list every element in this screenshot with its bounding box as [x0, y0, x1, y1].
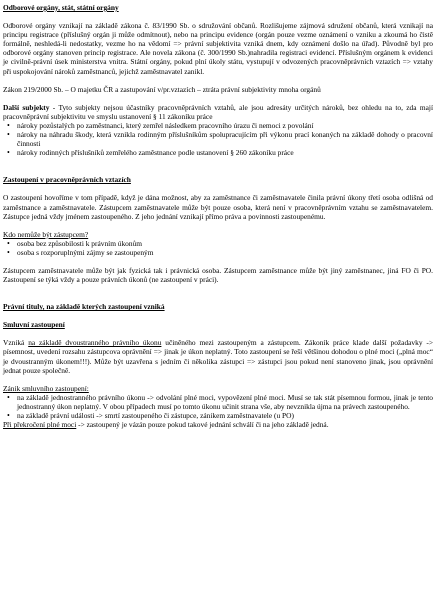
list-item: • nároky pozůstalých po zaměstnanci, který zemřel následkem pracovního úrazu či nemoci z povolání — [17, 121, 433, 130]
paragraph-zastoupeni: O zastoupení hovoříme v tom případě, když je dána možnost, aby za zaměstnance či zaměstnavatele činila právní úkony třetí osoba odlišná od zaměstnance a zaměstnavatele. Zástupcem zaměstnavatele může být pouze osoba, která není v pracovněprávním vztahu se zaměstnavatelem. Zástupce jedná vždy jménem zastoupeného. Z jeho jednání vznikají přímo práva a povinnosti zastoupenému. — [3, 193, 433, 221]
para5-post: učiněného mezi zastoupeným a zástupcem. Zákoník práce klade další požadavky -> písemnost, uvedení rozsahu zástupcova oprávnění => jinak je úkon neplatný. Toto zastoupení se řeší většinou dohodou o plné moci („plná moc“ je dvoustranným úkonem!!!). Může být uzavřena s jedním či několika zástupci => zástupci jsou pokud není stanoveno jinak, jsou oprávnění jednat pouze společně. — [3, 338, 433, 375]
list-item: • osoba bez způsobilosti k právním úkonům — [17, 239, 433, 248]
list-item: • nároky na náhradu škody, která vznikla rodinným příslušníkům spolupracujícím při výkonu prací konaných na základě dohody o pracovní činnosti — [17, 130, 433, 148]
paragraph-prekroceni — [3, 420, 433, 429]
dalsi-subjekty-text: - Tyto subjekty nejsou účastníky pracovněprávních vztahů, ale jsou adresáty určitých nároků, bez ohledu na to, zda mají pracovněprávní subjektivitu ve smyslu ustanovení § 11 zákoníku práce — [3, 102, 434, 121]
paragraph-zastupce: Zástupcem zaměstnavatele může být jak fyzická tak i právnická osoba. Zástupcem zaměstnance může být jiný zaměstnanec, jiná FO či PO. Zastoupení se týká vždy a pouze právních úkonů (ne zastoupení v práci). — [3, 265, 433, 285]
paragraph-smluvni-zastoupeni — [3, 338, 433, 374]
list-item: • na základě jednostranného právního úkonu -> odvolání plné moci, vypovězení plné moci. Musí se tak stát písemnou formou, jinak je tento jednostranný úkon neplatný. V obou případech musí po tomto úkonu učinit strana vše, aby nevznikla újma na právech zastoupeného. — [17, 393, 433, 411]
zanik-label: Zánik smluvního zastoupení: — [3, 383, 89, 393]
list-kdo-nemuze — [3, 239, 433, 257]
para6-post: -> zastoupený je vázán pouze pokud takové jednání schválí či na jeho základě jedná. — [76, 420, 329, 430]
para5-underlined: na základě dvoustranného právního úkonu — [28, 338, 162, 348]
list-item: • nároky rodinných příslušníků zemřelého zaměstnance podle ustanovení § 260 zákoníku práce — [17, 148, 433, 157]
heading-pravni-tituly: Právní tituly, na základě kterých zastoupení vzniká — [3, 302, 165, 312]
list-zanik — [3, 393, 433, 420]
heading-smluvni-zastoupeni: Smluvní zastoupení — [3, 320, 65, 330]
heading-zastoupeni: Zastoupení v pracovněprávních vztazích — [3, 175, 131, 185]
dalsi-subjekty-label: Další subjekty — [3, 102, 50, 112]
list-item: • osoba s rozporuplnými zájmy se zastoupeným — [17, 248, 433, 257]
paragraph-dalsi-subjekty — [3, 103, 433, 121]
para5-pre: Vzniká — [3, 338, 29, 348]
heading-odborove-organy: Odborové orgány, stát, státní orgány — [3, 3, 119, 12]
paragraph-odborove-organy: Odborové orgány vznikají na základě zákona č. 83/1990 Sb. o sdružování občanů. Rozlišujeme zájmová sdružení občanů, která vznikají na principu registrace (příslušný orgán ji může odmítnout), nebo na principu evidence (orgán pouze vezme oznámení o vzniku a zkoumá ho čistě formálně, neshledá-li nedostatky, vezme ho na vědomí => právní subjektivita vzniká dnem, kdy oznámení došlo na úřad). Původně byl pro odborové orgány stanoven princip registrace. Ale novela zákona (č. 300/1990 Sb.)nahradila registraci evidencí. Příslušným orgánem k evidenci je civilně-právní úsek ministerstva vnitra. Státní orgány, pokud plní úkoly státu, vystupují v odvozených pracovněprávních vztazích => vztahy při uspokojování nároků zaměstnanců, jejichž zaměstnavatel zanikl. — [3, 21, 433, 76]
list-item: • na základě právní události -> smrtí zastoupeného či zástupce, zánikem zaměstnavatele (u PO) — [17, 411, 433, 420]
document-page — [3, 3, 433, 429]
list-naroky — [3, 121, 433, 157]
paragraph-zakon-219: Zákon 219/2000 Sb. – O majetku ČR a zastupování v/pr.vztazích – ztráta právní subjektivity mnoha orgánů — [3, 84, 321, 94]
para6-underlined: Při překročení plné moci — [3, 420, 77, 430]
kdo-nemuze-label: Kdo nemůže být zástupcem? — [3, 229, 89, 239]
